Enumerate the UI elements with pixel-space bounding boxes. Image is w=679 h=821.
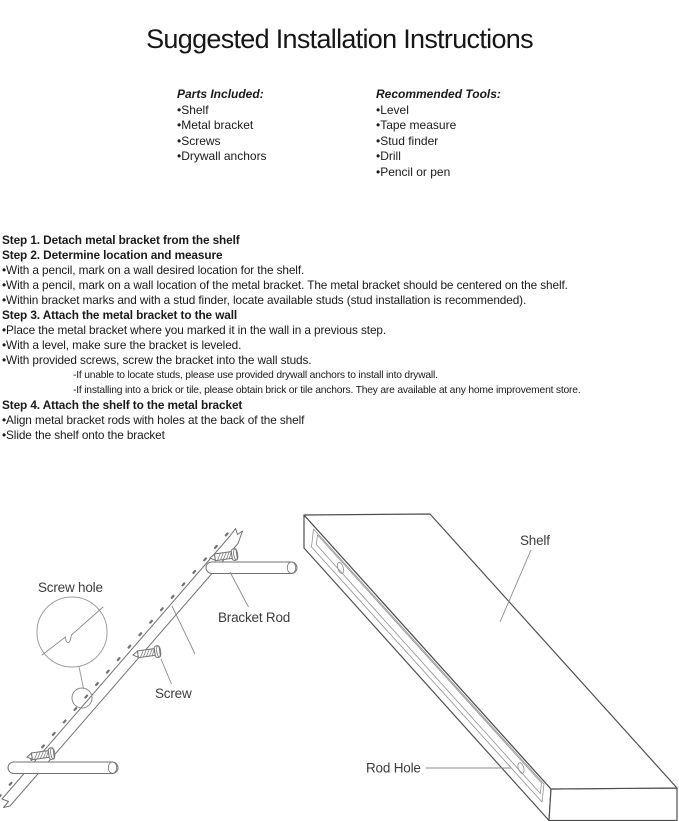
parts-included-header: Parts Included: bbox=[177, 87, 264, 101]
installation-diagram bbox=[0, 480, 679, 821]
step-3-bullet: •Place the metal bracket where you marked it in the wall in a previous step. bbox=[2, 323, 387, 337]
shelf-label: Shelf bbox=[520, 533, 550, 548]
bracket-rail-bottom-break bbox=[2, 799, 10, 808]
shelf-drawing bbox=[304, 514, 677, 821]
shelf-end-face bbox=[549, 788, 677, 821]
step-4-bullet: •Slide the shelf onto the bracket bbox=[2, 428, 165, 442]
parts-included-list bbox=[177, 87, 267, 165]
step-3-subnote: -If installing into a brick or tile, please obtain brick or tile anchors. They are available at any home improvement store. bbox=[73, 385, 581, 396]
step-3-bullet: •With a level, make sure the bracket is leveled. bbox=[2, 338, 242, 352]
step-2-bullet: •With a pencil, mark on a wall location of the metal bracket. The metal bracket should be centered on the shelf. bbox=[2, 278, 568, 292]
tools-item: •Stud finder bbox=[376, 133, 439, 148]
rod-hole-label: Rod Hole bbox=[366, 760, 421, 776]
magnified-screw-hole-profile bbox=[42, 607, 103, 655]
steps-section bbox=[2, 233, 679, 443]
parts-item: •Metal bracket bbox=[177, 118, 254, 132]
step-3-heading: Step 3. Attach the metal bracket to the wall bbox=[2, 308, 238, 322]
parts-item: •Shelf bbox=[177, 102, 209, 117]
screw-leader-line bbox=[161, 659, 172, 684]
parts-item: •Drywall anchors bbox=[177, 149, 267, 163]
screw-drawing-top bbox=[209, 548, 238, 563]
bracket-rod-label: Bracket Rod bbox=[218, 610, 291, 625]
step-2-heading: Step 2. Determine location and measure bbox=[2, 248, 223, 262]
tools-item: •Tape measure bbox=[376, 118, 457, 132]
tools-item: •Drill bbox=[376, 149, 401, 163]
magnifier-circle bbox=[37, 597, 107, 667]
magnifier-connector-line bbox=[79, 667, 84, 689]
parts-item: •Screws bbox=[177, 133, 221, 148]
bracket-rod-top-drawing bbox=[206, 562, 297, 574]
step-3-subnote: -If unable to locate studs, please use provided drywall anchors to install into drywall. bbox=[73, 370, 438, 381]
bracket-rail-top-break bbox=[230, 529, 243, 544]
step-1-heading: Step 1. Detach metal bracket from the shelf bbox=[2, 233, 240, 247]
bracket-leader-line bbox=[172, 606, 195, 654]
bracket-rod-leader-line bbox=[230, 572, 249, 607]
recommended-tools-list bbox=[376, 87, 501, 180]
step-2-bullet: •With a pencil, mark on a wall desired location for the shelf. bbox=[2, 263, 305, 277]
step-3-bullet: •With provided screws, screw the bracket into the wall studs. bbox=[2, 353, 312, 367]
step-2-bullet: •Within bracket marks and with a stud finder, locate available studs (stud installation is recommended). bbox=[2, 293, 527, 307]
screw-label: Screw bbox=[155, 686, 192, 701]
screw-hole-label: Screw hole bbox=[38, 580, 103, 595]
tools-item: •Level bbox=[376, 102, 409, 117]
tools-item: •Pencil or pen bbox=[376, 164, 451, 179]
recommended-tools-header: Recommended Tools: bbox=[376, 87, 501, 101]
screw-hole-magnifier bbox=[37, 597, 107, 708]
page-title: Suggested Installation Instructions bbox=[146, 24, 533, 54]
step-4-heading: Step 4. Attach the shelf to the metal bracket bbox=[2, 398, 243, 412]
bracket-rod-bottom-drawing bbox=[8, 762, 118, 774]
step-4-bullet: •Align metal bracket rods with holes at the back of the shelf bbox=[2, 413, 305, 427]
